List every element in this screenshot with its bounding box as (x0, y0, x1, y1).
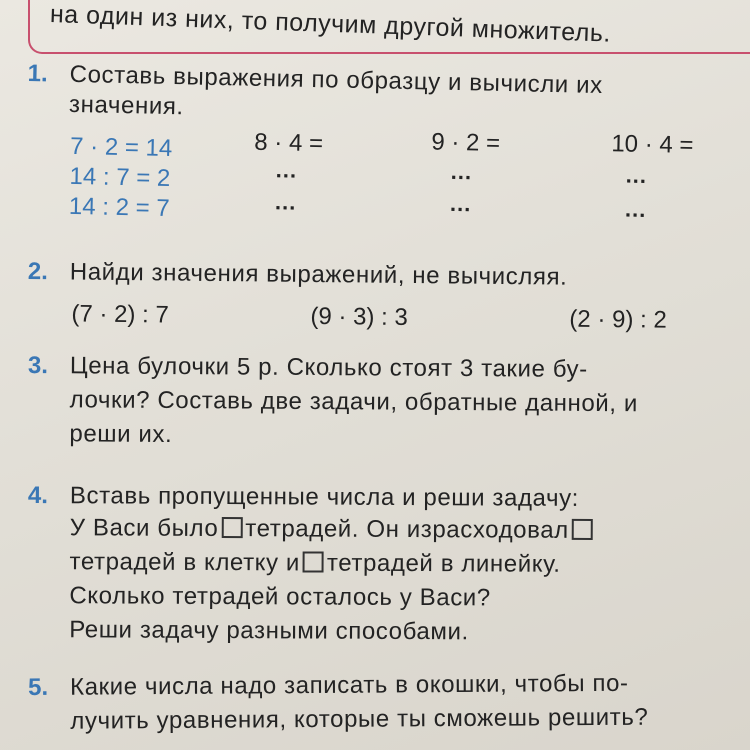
task-number: 2. (27, 258, 49, 286)
task-text-line: Какие числа надо записать в окошки, чтобы по- (69, 669, 629, 701)
task-text-line: лучить уравнения, которые ты сможешь решить? (70, 703, 649, 735)
task-text-line: Составь выражения по образцу и вычисли их (69, 60, 603, 100)
task-text-line: У Васи было тетрадей. Он израсходовал (70, 514, 596, 545)
task-number: 5. (28, 673, 49, 701)
task-text-line: Вставь пропущенные числа и реши задачу: (69, 482, 580, 512)
task-text-line: Реши задачу разными способами. (69, 616, 469, 646)
placeholder-dots: ... (624, 196, 647, 222)
task-text-line: реши их. (69, 420, 173, 449)
task-number: 3. (27, 352, 49, 380)
blank-box (572, 519, 593, 540)
expression: (9 · 3) : 3 (310, 302, 408, 331)
placeholder-dots: ... (449, 190, 472, 217)
task-text-line: Найди значения выражений, не вычисляя. (69, 258, 568, 291)
task-text-line: Цена булочки 5 р. Сколько стоят 3 такие бу- (69, 352, 588, 383)
placeholder-dots: ... (274, 189, 297, 215)
placeholder-dots: ... (625, 162, 648, 188)
task-number: 4. (27, 482, 49, 510)
example-line: 14 : 2 = 7 (68, 192, 170, 222)
example-line: 7 · 2 = 14 (69, 132, 173, 163)
task-text-line: лочки? Составь две задачи, обратные данной, и (69, 386, 638, 418)
task-text-line: тетрадей в клетку и тетрадей в линейку. (69, 548, 561, 578)
exercise-expression: 10 · 4 = (611, 130, 694, 159)
blank-box (221, 517, 242, 538)
placeholder-dots: ... (275, 157, 298, 183)
blank-box (303, 551, 324, 572)
exercise-expression: 8 · 4 = (254, 128, 324, 158)
expression: (7 · 2) : 7 (71, 300, 169, 329)
task-number: 1. (27, 60, 49, 88)
rule-text: на один из них, то получим другой множитель. (49, 0, 612, 48)
task-text-line: Сколько тетрадей осталось у Васи? (69, 582, 491, 612)
exercise-expression: 9 · 2 = (431, 128, 501, 157)
expression: (2 · 9) : 2 (569, 305, 667, 334)
task-text-line: значения. (68, 90, 184, 121)
example-line: 14 : 7 = 2 (69, 162, 171, 193)
placeholder-dots: ... (450, 158, 473, 185)
